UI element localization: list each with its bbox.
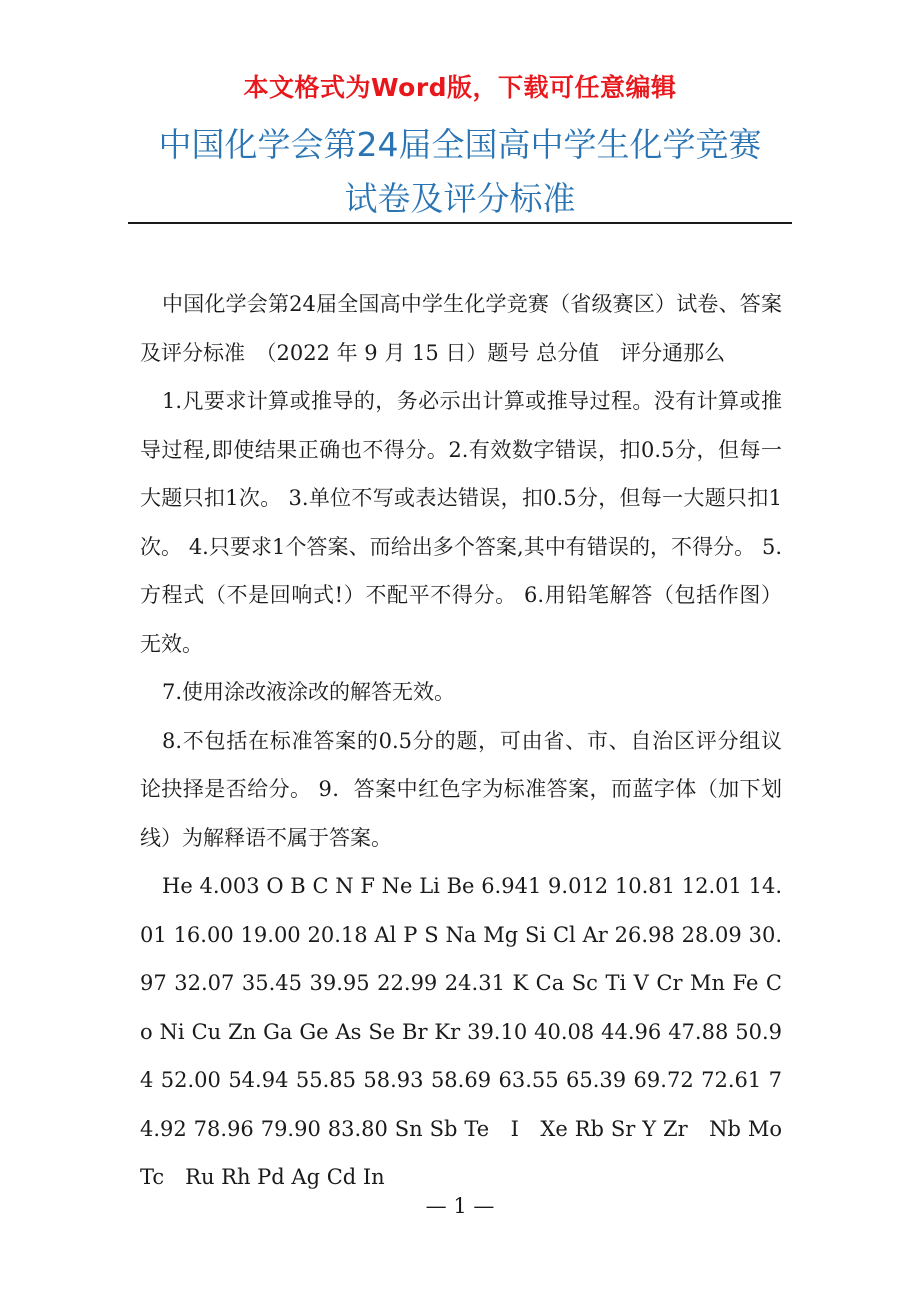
document-title-line-1: 中国化学会第24届全国高中学生化学竞赛 [158,125,762,164]
periodic-table-text: He 4.003 O B C N F Ne Li Be 6.941 9.012 10.81 12.01 14.01 16.00 19.00 20.18 Al P S Na Mg Si Cl Ar 26.98 28.09 30.97 32.07 35.45 39.95 22.99 24.31 K Ca Sc Ti V Cr Mn Fe Co Ni Cu Zn Ga Ge As Se Br Kr 39.10 40.08 44.96 47.88 50.94 52.00 54.94 55.85 58.93 58.69 63.55 65.39 69.72 72.61 74.92 78.96 79.90 83.80 Sn Sb Te I Xe Rb Sr Y Zr Nb Mo Tc Ru Rh Pd Ag Cd In [140,874,803,1189]
rules-8-9-paragraph: 8.不包括在标准答案的0.5分的题，可由省、市、自治区评分组议论抉择是否给分。 9．答案中红色字为标准答案，而蓝字体（加下划线）为解释语不属于答案。 [140,728,782,850]
document-title [0,118,920,226]
format-banner: 本文格式为Word版，下载可任意编辑 [243,73,677,102]
rules-1-6-paragraph: 1.凡要求计算或推导的，务必示出计算或推导过程。没有计算或推导过程,即使结果正确也不得分。2.有效数字错误，扣0.5分，但每一大题只扣1次。 3.单位不写或表达错误，扣0.5分，但每一大题只扣1次。 4.只要求1个答案、而给出多个答案,其中有错误的，不得分。 5.方程式（不是回响式!）不配平不得分。 6.用铅笔解答（包括作图）无效。 [140,389,782,656]
page-number: — 1 — [425,1194,495,1218]
title-divider [128,222,792,224]
document-title-line-2: 试卷及评分标准 [344,179,576,218]
document-body [140,280,803,1202]
rule-7-paragraph: 7.使用涂改液涂改的解答无效。 [162,680,456,704]
intro-paragraph: 中国化学会第24届全国高中学生化学竞赛（省级赛区）试卷、答案及评分标准 （2022 年 9 月 15 日）题号 总分值 评分通那么 [140,292,782,365]
